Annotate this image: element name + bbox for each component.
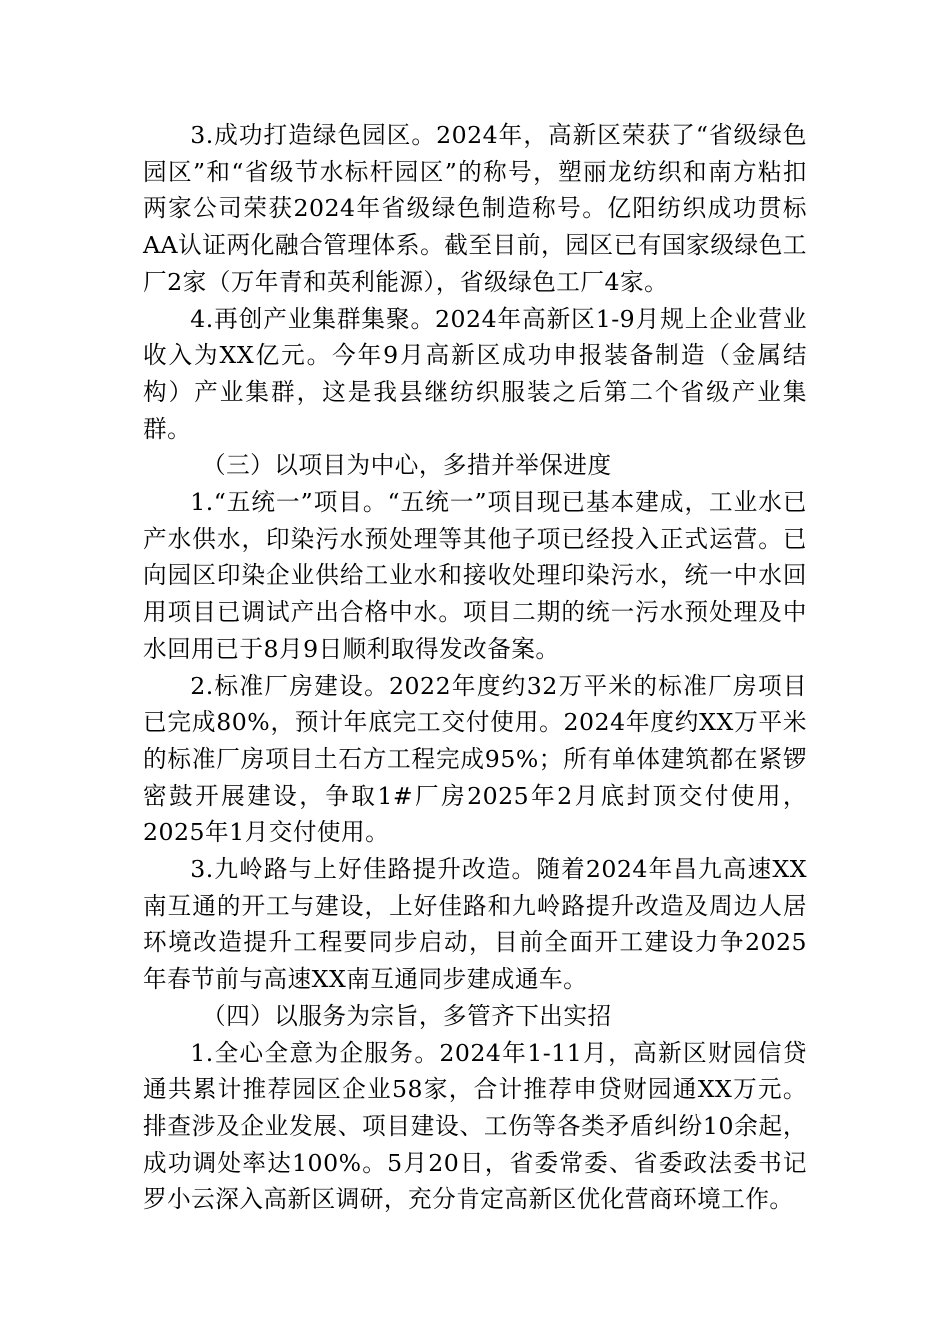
document-body (143, 117, 807, 1218)
paragraph-five-unified-project: 1.“五统一”项目。“五统一”项目现已基本建成，工业水已产水供水，印染污水预处理等其他子项已经投入正式运营。已向园区印染企业供给工业水和接收处理印染污水，统一中水回用项目已调试产出合格中水。项目二期的统一污水预处理及中水回用已于8月9日顺利取得发改备案。 (143, 488, 807, 663)
paragraph-industry-cluster: 4.再创产业集群集聚。2024年高新区1-9月规上企业营业收入为XX亿元。今年9月高新区成功申报装备制造（金属结构）产业集群，这是我县继纺织服装之后第二个省级产业集群。 (143, 304, 807, 443)
section-heading-services: （四）以服务为宗旨，多管齐下出实招 (201, 1001, 612, 1030)
paragraph-road-upgrade: 3.九岭路与上好佳路提升改造。随着2024年昌九高速XX南互通的开工与建设，上好佳路和九岭路提升改造及周边人居环境改造提升工程要同步启动，目前全面开工建设力争2025年春节前与高速XX南互通同步建成通车。 (143, 855, 807, 994)
paragraph-enterprise-service: 1.全心全意为企服务。2024年1-11月，高新区财园信贷通共累计推荐园区企业58家，合计推荐申贷财园通XX万元。排查涉及企业发展、项目建设、工伤等各类矛盾纠纷10余起，成功调处率达100%。5月20日，省委常委、省委政法委书记罗小云深入高新区调研，充分肯定高新区优化营商环境工作。 (143, 1038, 807, 1214)
paragraph-standard-factory: 2.标准厂房建设。2022年度约32万平米的标准厂房项目已完成80%，预计年底完工交付使用。2024年度约XX万平米的标准厂房项目土石方工程完成95%；所有单体建筑都在紧锣密鼓开展建设，争取1#厂房2025年2月底封顶交付使用，2025年1月交付使用。 (143, 671, 807, 847)
section-heading-projects: （三）以项目为中心，多措并举保进度 (201, 451, 612, 480)
paragraph-green-park: 3.成功打造绿色园区。2024年，高新区荣获了“省级绿色园区”和“省级节水标杆园区”的称号，塑丽龙纺织和南方粘扣两家公司荣获2024年省级绿色制造称号。亿阳纺织成功贯标AA认证两化融合管理体系。截至目前，园区已有国家级绿色工厂2家（万年青和英利能源），省级绿色工厂4家。 (143, 121, 807, 296)
